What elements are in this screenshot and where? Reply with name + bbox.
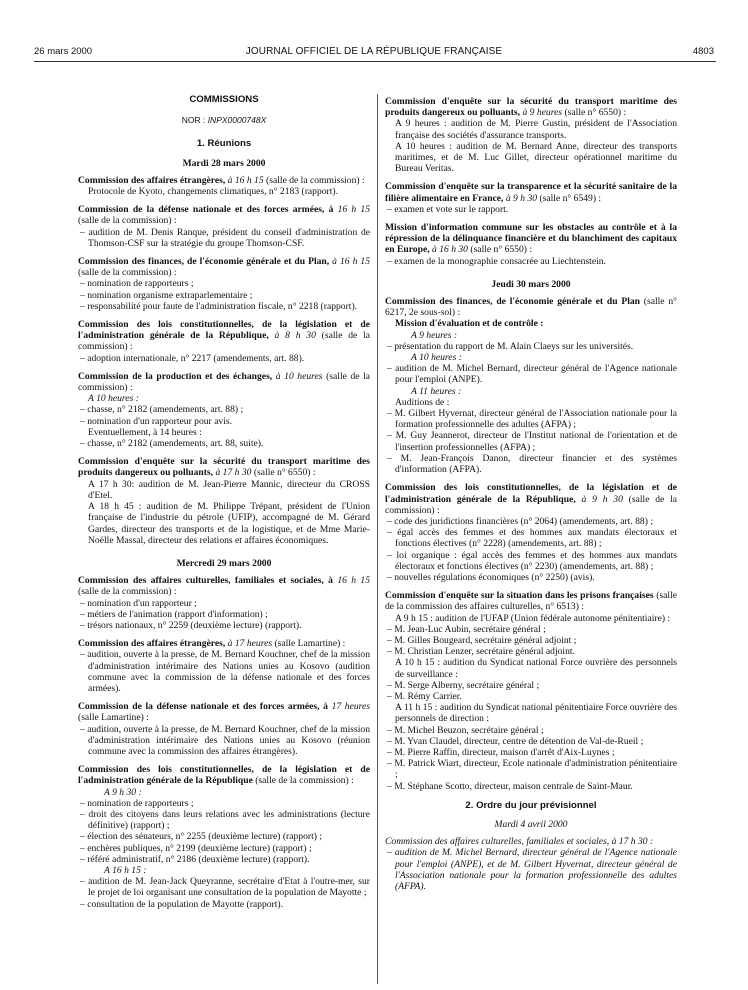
agenda-item: – M. Jean-François Danon, directeur financier et des systèmes d'information (AFPA). [387, 452, 677, 476]
commissions-title: COMMISSIONS [189, 94, 259, 105]
day-heading-jeudi: Jeudi 30 mars 2000 [491, 278, 571, 290]
header-date: 26 mars 2000 [34, 46, 93, 57]
commission-name: Commission de la défense nationale et des forces armées, à [78, 701, 332, 713]
agenda-item: – audition de M. Denis Ranque, président du conseil d'administration de Thomson-CSF sur la stratégie du groupe Thomson-CSF. [80, 226, 370, 249]
meeting-room: (salle de la commission) : [78, 267, 177, 279]
left-column [78, 66, 370, 917]
commission-name: Commission d'enquête sur la sécurité du transport maritime des produits dangereux ou polluants, [78, 456, 370, 479]
commission-name: Commission des finances, de l'économie générale et du Plan [385, 296, 640, 308]
mission-heading: Mission d'évaluation et de contrôle : [395, 318, 544, 330]
right-column [385, 96, 677, 899]
agenda-item: – M. Pierre Raffin, directeur, maison d'arrêt d'Aix-Luynes ; [387, 746, 615, 758]
meeting-block [78, 256, 370, 312]
commission-name: Commission des lois constitutionnelles, de la législation et de l'administration générale de la République [78, 764, 370, 787]
meeting-block [385, 836, 677, 892]
day-heading-mardi-4: Mardi 4 avril 2000 [494, 818, 568, 830]
time-subheading: A 16 h 15 : [104, 864, 147, 876]
agenda-item: – M. Michel Beuzon, secrétaire général ; [387, 724, 544, 736]
meeting-block [385, 181, 677, 215]
meeting-room: (salle Lamartine) : [78, 712, 149, 724]
agenda-item: – consultation de la population de Mayotte (rapport). [80, 898, 284, 910]
agenda-item: – nomination de rapporteurs ; [80, 278, 194, 290]
time-subheading: Eventuellement, à 14 heures : [88, 426, 202, 438]
meeting-time: à 16 h 30 [432, 244, 468, 256]
agenda-item: – nomination d'un rapporteur ; [80, 597, 197, 609]
meeting-room: (salle de la commission) : [255, 775, 354, 787]
agenda-item: A 11 h 15 : audition du Syndicat national pénitentiaire Force ouvrière des personnels de direction : [395, 702, 677, 725]
agenda-item: – audition de M. Michel Bernard, directeur général de l'Agence nationale pour l'emploi (ANPE), et de M. Gilbert Hyvernat, directeur général de l'Association nationale pour la formation professionnelle des adultes (AFPA). [387, 847, 677, 892]
agenda-item: – M. Gilles Bougeard, secrétaire général adjoint ; [387, 634, 577, 646]
agenda-item: Auditions de : [395, 396, 450, 408]
meeting-room: (salle de la commission des affaires culturelles, n° 6513) : [385, 590, 677, 613]
agenda-item: – nomination d'un rapporteur pour avis. [80, 415, 233, 427]
time-subheading: A 11 heures : [411, 385, 462, 397]
meeting-room: (salle de la commission) : [78, 215, 177, 227]
meeting-room: (salle n° 6217, 2e sous-sol) : [385, 296, 677, 319]
commission-name: Commission des finances, de l'économie générale et du Plan, [78, 256, 333, 268]
meeting-block [385, 296, 677, 475]
agenda-item: – M. Rémy Carrier. [387, 690, 462, 702]
meeting-time: à 17 h 30 [215, 467, 252, 479]
commission-name: Commission des affaires étrangères, [78, 638, 228, 650]
agenda-item: – présentation du rapport de M. Alain Claeys sur les universités. [387, 340, 634, 352]
meeting-room: (salle n° 6550) : [467, 244, 533, 256]
agenda-item: – audition, ouverte à la presse, de M. Bernard Kouchner, chef de la mission d'administration intérimaire des Nations unies au Kosovo (audition commune avec la commission de la défense nationale et des forces armées). [80, 649, 370, 694]
agenda-item: – audition de M. Michel Bernard, directeur général de l'Agence nationale pour l'emploi (ANPE). [387, 363, 677, 386]
agenda-item: – adoption internationale, n° 2217 (amendements, art. 88). [80, 352, 305, 364]
meeting-time: 17 heures [331, 701, 370, 713]
commission-name: Commission d'enquête sur la situation dans les prisons françaises [385, 590, 654, 602]
agenda-item: – M. Christian Lenzer, secrétaire général adjoint. [387, 646, 575, 658]
agenda-item: – chasse, n° 2182 (amendements, art. 88) ; [80, 404, 244, 416]
meeting-block [78, 638, 370, 694]
agenda-item: – M. Stéphane Scotto, directeur, maison centrale de Saint-Maur. [387, 780, 633, 792]
agenda-item: – égal accès des femmes et des hommes aux mandats électoraux et fonctions électives (n° 2228) (amendements, art. 88) ; [387, 527, 677, 550]
meeting-room: (salle de la commission) : [263, 174, 365, 186]
meeting-time: 16 h 15 [337, 575, 370, 587]
commission-name: Commission des lois constitutionnelles, de la législation et de l'administration générale de la République, [78, 319, 370, 342]
agenda-item: – M. Gilbert Hyvernat, directeur général de l'Association nationale pour la formation professionnelle des adultes (AFPA) ; [387, 408, 677, 431]
column-divider [377, 94, 378, 984]
commission-name: Commission d'enquête sur la sécurité du transport maritime des produits dangereux ou polluants, [385, 96, 677, 119]
agenda-item: – M. Patrick Wiart, directeur, Ecole nationale d'administration pénitentiaire ; [387, 758, 677, 781]
meeting-time: à 10 heures [275, 370, 323, 382]
time-subheading: A 10 heures : [88, 393, 139, 405]
meeting-room: (salle de la commission) : [78, 370, 370, 394]
meeting-block [78, 175, 370, 197]
agenda-item: – M. Serge Alberny, secrétaire général ; [387, 679, 540, 691]
meeting-time: à 8 h 30 [274, 330, 316, 342]
meeting-block [78, 575, 370, 631]
nor-prefix: NOR : [181, 115, 208, 126]
nor-line [78, 115, 370, 126]
agenda-item: A 10 h 15 : audition du Syndicat national Force ouvrière des personnels de surveillance : [395, 657, 677, 680]
agenda-item: – examen et vote sur le rapport. [387, 203, 509, 215]
commission-name: Mission d'information commune sur les obstacles au contrôle et à la répression de la délinquance financière et du blanchiment des capitaux en Europe, [385, 222, 677, 256]
meeting-block [385, 96, 677, 174]
agenda-item: A 10 heures : audition de M. Bernard Anne, directeur des transports maritimes, et de M. Luc Gillet, directeur opérationnel maritime du Bureau Veritas. [395, 140, 677, 175]
agenda-item: – métiers de l'animation (rapport d'information) ; [80, 608, 268, 620]
agenda-item: – M. Jean-Luc Aubin, secrétaire général ; [387, 623, 546, 635]
meeting-time: 16 h 15 [337, 204, 371, 216]
commission-name: Commission des affaires étrangères, [78, 174, 228, 186]
meeting-block [78, 371, 370, 449]
agenda-item: Commission des affaires culturelles, familiales et sociales, à 17 h 30 : [385, 836, 654, 848]
meeting-time: à 16 h 15 [332, 256, 370, 268]
header-rule [34, 61, 716, 62]
meeting-room: (salle n° 6550) : [251, 467, 316, 479]
agenda-item: – chasse, n° 2182 (amendements, art. 88, suite). [80, 438, 264, 450]
meeting-room: (salle n° 6549) : [537, 192, 602, 204]
nor-code: INPX0000748X [207, 115, 267, 126]
meeting-time: à 16 h 15 [227, 174, 264, 186]
meeting-room: (salle de la commission) : [385, 493, 677, 516]
agenda-item: – loi organique : égal accès des femmes et des hommes aux mandats électoraux et fonctions électives (n° 2230) (amendements, art. 88) ; [387, 549, 677, 572]
meeting-block [385, 222, 677, 267]
time-subheading: A 10 heures : [411, 352, 462, 364]
meeting-room: (salle Lamartine) : [272, 638, 346, 650]
agenda-item: A 17 h 30: audition de M. Jean-Pierre Mannic, directeur du CROSS d'Etel. [88, 478, 370, 501]
agenda-item: – responsabilité pour faute de l'administration fiscale, n° 2218 (rapport). [80, 300, 358, 312]
meeting-block [78, 319, 370, 364]
commission-name: Commission des affaires culturelles, familiales et sociales, à [78, 575, 338, 587]
meeting-time: à 9 h 30 [581, 493, 623, 505]
meeting-room: (salle de la commission) : [78, 330, 370, 353]
agenda-item: A 9 heures : audition de M. Pierre Gustin, président de l'Association française des sociétés d'assurance transports. [395, 118, 677, 141]
agenda-item: – audition, ouverte à la presse, de M. Bernard Kouchner, chef de la mission d'administration intérimaire des Nations unies au Kosovo (réunion commune avec la commission des affaires étrangères). [80, 723, 370, 757]
agenda-item: – trésors nationaux, n° 2259 (deuxième lecture) (rapport). [80, 619, 302, 631]
agenda-item: – audition de M. Jean-Jack Queyranne, secrétaire d'Etat à l'outre-mer, sur le projet de loi organisant une consultation de la population de Mayotte ; [80, 876, 370, 899]
meeting-block [78, 204, 370, 249]
section-reunions: 1. Réunions [196, 138, 252, 150]
meeting-block [78, 764, 370, 910]
agenda-item: – M. Guy Jeannerot, directeur de l'Institut national de l'orientation et de l'insertion professionnelles (AFPA) ; [387, 430, 677, 453]
meeting-time: à 9 heures [522, 107, 563, 119]
agenda-item: – code des juridictions financières (n° 2064) (amendements, art. 88) ; [387, 515, 653, 527]
agenda-item: – référé administratif, n° 2186 (deuxième lecture) (rapport). [80, 853, 310, 865]
commission-name: Commission des lois constitutionnelles, de la législation et de l'administration générale de la République, [385, 482, 677, 505]
agenda-item: – nomination de rapporteurs ; [80, 797, 194, 809]
agenda-item: – nomination organisme extraparlementaire ; [80, 289, 253, 301]
page-number: 4803 [692, 46, 714, 57]
agenda-item: – enchères publiques, n° 2199 (deuxième lecture) (rapport) ; [80, 842, 312, 854]
meeting-block [385, 482, 677, 583]
agenda-item: – droit des citoyens dans leurs relations avec les administrations (lecture définitive) (rapport) ; [80, 808, 370, 832]
journal-title: JOURNAL OFFICIEL DE LA RÉPUBLIQUE FRANÇAISE [245, 46, 503, 57]
agenda-item: – nouvelles régulations économiques (n° 2250) (avis). [387, 571, 595, 583]
meeting-time: à 17 heures [227, 638, 273, 650]
meeting-room: (salle n° 6550) : [562, 107, 627, 119]
meeting-block [385, 590, 677, 792]
meeting-time: à 9 h 30 [505, 192, 538, 204]
commission-name: Commission d'enquête sur la transparence et la sécurité sanitaire de la filière alimentaire en France, [385, 181, 677, 204]
agenda-item: Protocole de Kyoto, changements climatiques, n° 2183 (rapport). [88, 186, 339, 198]
agenda-item: – élection des sénateurs, n° 2255 (deuxième lecture) (rapport) ; [80, 831, 322, 843]
commission-name: Commission de la défense nationale et des forces armées, à [78, 204, 338, 216]
day-heading-mardi: Mardi 28 mars 2000 [182, 157, 266, 169]
agenda-item: A 18 h 45 : audition de M. Philippe Trépant, président de l'Union française de l'industrie du pétrole (UFIP), accompagné de M. Gérard Gardes, directeur des transports et de la logistique, et de Mme Marie-Noëlle Massal, directeur des relations et affaires économiques. [88, 501, 370, 546]
section-ordre-du-jour: 2. Ordre du jour prévisionnel [465, 799, 597, 811]
time-subheading: A 9 heures : [411, 329, 458, 341]
agenda-item: – M. Yvan Claudel, directeur, centre de détention de Val-de-Rueil ; [387, 735, 644, 747]
meeting-block [78, 701, 370, 757]
time-subheading: A 9 h 30 : [104, 786, 142, 798]
commission-name: Commission de la production et des échanges, [78, 370, 276, 382]
meeting-room: (salle de la commission) : [78, 586, 177, 598]
agenda-item: A 9 h 15 : audition de l'UFAP (Union fédérale autonome pénitentiaire) : [395, 612, 671, 624]
meeting-block [78, 456, 370, 546]
agenda-item: – examen de la monographie consacrée au Liechtenstein. [387, 255, 606, 267]
day-heading-mercredi: Mercredi 29 mars 2000 [176, 557, 272, 569]
